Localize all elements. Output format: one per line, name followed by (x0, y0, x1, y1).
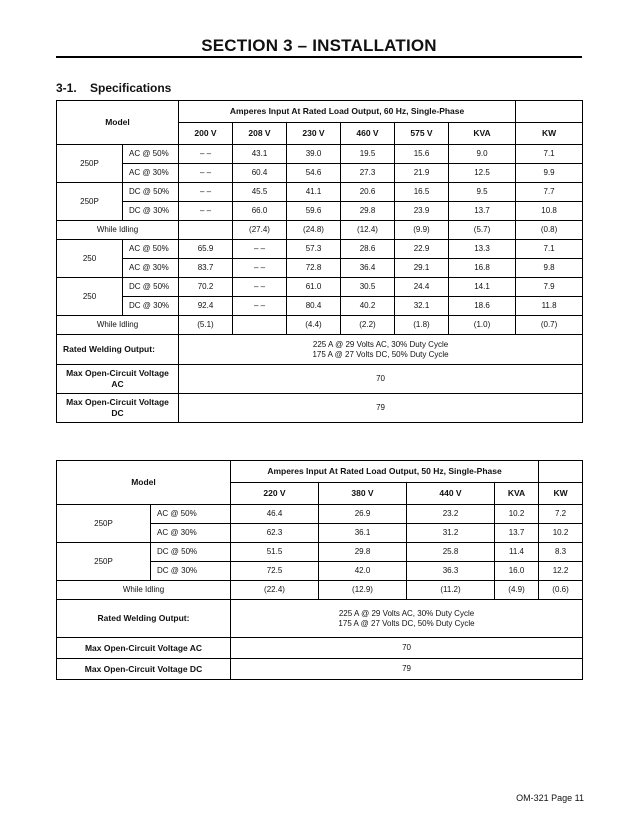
rated-output-value (231, 600, 583, 638)
ocv-ac-row (57, 638, 583, 659)
value-cell: (22.4) (231, 581, 319, 600)
mode-cell: AC @ 50% (123, 145, 179, 164)
value-cell: – – (233, 259, 287, 278)
ocv-ac-row (57, 365, 583, 394)
value-cell: 11.4 (495, 543, 539, 562)
value-cell: 60.4 (233, 164, 287, 183)
value-cell: 32.1 (395, 297, 449, 316)
mode-cell: DC @ 50% (123, 183, 179, 202)
column-header: 200 V (179, 123, 233, 145)
value-cell: 80.4 (287, 297, 341, 316)
table-row (57, 278, 583, 297)
value-cell: 42.0 (319, 562, 407, 581)
value-cell: 22.9 (395, 240, 449, 259)
ocv-dc-row (57, 394, 583, 423)
table-row (57, 202, 583, 221)
value-cell: (5.1) (179, 316, 233, 335)
value-cell: 13.7 (495, 524, 539, 543)
value-cell: 39.0 (287, 145, 341, 164)
mode-cell: DC @ 30% (151, 562, 231, 581)
value-cell: (0.8) (516, 221, 583, 240)
ocv-ac-value: 70 (231, 638, 583, 659)
value-cell: 51.5 (231, 543, 319, 562)
value-cell: 27.3 (341, 164, 395, 183)
value-cell: (5.7) (449, 221, 516, 240)
page-footer: OM-321 Page 11 (516, 793, 584, 803)
value-cell: 36.4 (341, 259, 395, 278)
ocv-ac-label: Max Open-Circuit Voltage AC (57, 365, 179, 394)
mode-cell: AC @ 30% (123, 164, 179, 183)
value-cell: 7.2 (539, 505, 583, 524)
value-cell (179, 221, 233, 240)
table-row-idling (57, 316, 583, 335)
value-cell: 72.5 (231, 562, 319, 581)
section-title: SECTION 3 – INSTALLATION (201, 36, 437, 55)
value-cell: (12.4) (341, 221, 395, 240)
header-blank-cell (516, 101, 583, 123)
ocv-dc-label: Max Open-Circuit Voltage DC (57, 659, 231, 680)
value-cell: 10.2 (539, 524, 583, 543)
value-cell: 9.8 (516, 259, 583, 278)
value-cell: (24.8) (287, 221, 341, 240)
ocv-dc-value: 79 (179, 394, 583, 423)
table-row-idling (57, 221, 583, 240)
value-cell: 15.6 (395, 145, 449, 164)
value-cell: (27.4) (233, 221, 287, 240)
value-cell: 9.0 (449, 145, 516, 164)
ocv-ac-value: 70 (179, 365, 583, 394)
model-cell: 250P (57, 145, 123, 183)
column-header: KVA (495, 483, 539, 505)
value-cell: 59.6 (287, 202, 341, 221)
column-header: 230 V (287, 123, 341, 145)
value-cell: 26.9 (319, 505, 407, 524)
value-cell: 9.9 (516, 164, 583, 183)
value-cell: 29.1 (395, 259, 449, 278)
value-cell: 29.8 (319, 543, 407, 562)
value-cell: 7.1 (516, 240, 583, 259)
value-cell: 12.2 (539, 562, 583, 581)
rated-output-value (179, 335, 583, 365)
value-cell: 19.5 (341, 145, 395, 164)
value-cell: 7.9 (516, 278, 583, 297)
value-cell: (4.9) (495, 581, 539, 600)
value-cell: (11.2) (407, 581, 495, 600)
value-cell: 83.7 (179, 259, 233, 278)
value-cell: 9.5 (449, 183, 516, 202)
ocv-dc-value: 79 (231, 659, 583, 680)
table-row (57, 259, 583, 278)
idling-label: While Idling (57, 581, 231, 600)
rated-output-dc: 175 A @ 27 Volts DC, 50% Duty Cycle (338, 618, 475, 628)
mode-cell: DC @ 50% (151, 543, 231, 562)
value-cell: (1.0) (449, 316, 516, 335)
column-header: 460 V (341, 123, 395, 145)
value-cell: 20.6 (341, 183, 395, 202)
ocv-dc-label: Max Open-Circuit Voltage DC (57, 394, 179, 423)
value-cell: 13.3 (449, 240, 516, 259)
value-cell: 12.5 (449, 164, 516, 183)
value-cell: 10.2 (495, 505, 539, 524)
subsection-title: Specifications (90, 81, 172, 95)
table-row (57, 240, 583, 259)
rated-output-row (57, 600, 583, 638)
column-header: KW (516, 123, 583, 145)
header-blank-cell (539, 461, 583, 483)
value-cell: 25.8 (407, 543, 495, 562)
table-row (57, 164, 583, 183)
value-cell: – – (233, 278, 287, 297)
value-cell: 11.8 (516, 297, 583, 316)
amperes-input-header: Amperes Input At Rated Load Output, 50 Hz, Single-Phase (231, 461, 539, 483)
value-cell: 36.1 (319, 524, 407, 543)
value-cell: 65.9 (179, 240, 233, 259)
table-row (57, 145, 583, 164)
value-cell: 23.9 (395, 202, 449, 221)
value-cell: 92.4 (179, 297, 233, 316)
rated-output-label: Rated Welding Output: (57, 335, 179, 365)
rated-output-ac: 225 A @ 29 Volts AC, 30% Duty Cycle (338, 608, 475, 618)
value-cell: – – (233, 297, 287, 316)
value-cell: 21.9 (395, 164, 449, 183)
value-cell: – – (179, 183, 233, 202)
model-header: Model (57, 461, 231, 505)
mode-cell: AC @ 30% (151, 524, 231, 543)
value-cell: (0.6) (539, 581, 583, 600)
spec-table-50hz (56, 460, 583, 680)
rated-output-dc: 175 A @ 27 Volts DC, 50% Duty Cycle (312, 349, 449, 359)
mode-cell: AC @ 50% (123, 240, 179, 259)
column-header: 380 V (319, 483, 407, 505)
value-cell: (4.4) (287, 316, 341, 335)
idling-label: While Idling (57, 221, 179, 240)
amperes-input-header: Amperes Input At Rated Load Output, 60 Hz, Single-Phase (179, 101, 516, 123)
mode-cell: DC @ 30% (123, 202, 179, 221)
value-cell: 28.6 (341, 240, 395, 259)
column-header: KVA (449, 123, 516, 145)
column-header: 220 V (231, 483, 319, 505)
ocv-dc-row (57, 659, 583, 680)
value-cell: (2.2) (341, 316, 395, 335)
column-header: KW (539, 483, 583, 505)
value-cell: (1.8) (395, 316, 449, 335)
value-cell: 70.2 (179, 278, 233, 297)
table-row (57, 505, 583, 524)
subsection-number: 3-1. (56, 81, 77, 95)
value-cell: 23.2 (407, 505, 495, 524)
mode-cell: AC @ 50% (151, 505, 231, 524)
value-cell: 72.8 (287, 259, 341, 278)
subsection-heading (56, 81, 171, 95)
value-cell: 8.3 (539, 543, 583, 562)
column-header: 440 V (407, 483, 495, 505)
ocv-ac-label: Max Open-Circuit Voltage AC (57, 638, 231, 659)
value-cell: 62.3 (231, 524, 319, 543)
table-row (57, 543, 583, 562)
value-cell: 31.2 (407, 524, 495, 543)
table-row (57, 297, 583, 316)
value-cell: 10.8 (516, 202, 583, 221)
mode-cell: DC @ 50% (123, 278, 179, 297)
table-row (57, 183, 583, 202)
model-cell: 250 (57, 240, 123, 278)
value-cell: 18.6 (449, 297, 516, 316)
rated-output-label: Rated Welding Output: (57, 600, 231, 638)
rated-output-row (57, 335, 583, 365)
model-cell: 250P (57, 505, 151, 543)
value-cell: 7.1 (516, 145, 583, 164)
column-header: 575 V (395, 123, 449, 145)
value-cell: (12.9) (319, 581, 407, 600)
value-cell: (9.9) (395, 221, 449, 240)
value-cell: – – (179, 145, 233, 164)
value-cell: 40.2 (341, 297, 395, 316)
model-cell: 250P (57, 543, 151, 581)
value-cell: 13.7 (449, 202, 516, 221)
value-cell: 16.5 (395, 183, 449, 202)
value-cell: – – (233, 240, 287, 259)
idling-label: While Idling (57, 316, 179, 335)
spec-table-60hz (56, 100, 583, 423)
mode-cell: AC @ 30% (123, 259, 179, 278)
mode-cell: DC @ 30% (123, 297, 179, 316)
value-cell: 29.8 (341, 202, 395, 221)
model-cell: 250P (57, 183, 123, 221)
column-header: 208 V (233, 123, 287, 145)
section-title-rule (56, 56, 582, 58)
value-cell (233, 316, 287, 335)
value-cell: 57.3 (287, 240, 341, 259)
value-cell: – – (179, 164, 233, 183)
value-cell: 43.1 (233, 145, 287, 164)
model-header: Model (57, 101, 179, 145)
value-cell: 7.7 (516, 183, 583, 202)
value-cell: 46.4 (231, 505, 319, 524)
value-cell: 66.0 (233, 202, 287, 221)
value-cell: 16.0 (495, 562, 539, 581)
value-cell: 41.1 (287, 183, 341, 202)
value-cell: 14.1 (449, 278, 516, 297)
model-cell: 250 (57, 278, 123, 316)
value-cell: 36.3 (407, 562, 495, 581)
value-cell: 24.4 (395, 278, 449, 297)
value-cell: (0.7) (516, 316, 583, 335)
value-cell: 45.5 (233, 183, 287, 202)
value-cell: 30.5 (341, 278, 395, 297)
value-cell: 16.8 (449, 259, 516, 278)
value-cell: 61.0 (287, 278, 341, 297)
value-cell: – – (179, 202, 233, 221)
table-row-idling (57, 581, 583, 600)
rated-output-ac: 225 A @ 29 Volts AC, 30% Duty Cycle (312, 339, 449, 349)
value-cell: 54.6 (287, 164, 341, 183)
